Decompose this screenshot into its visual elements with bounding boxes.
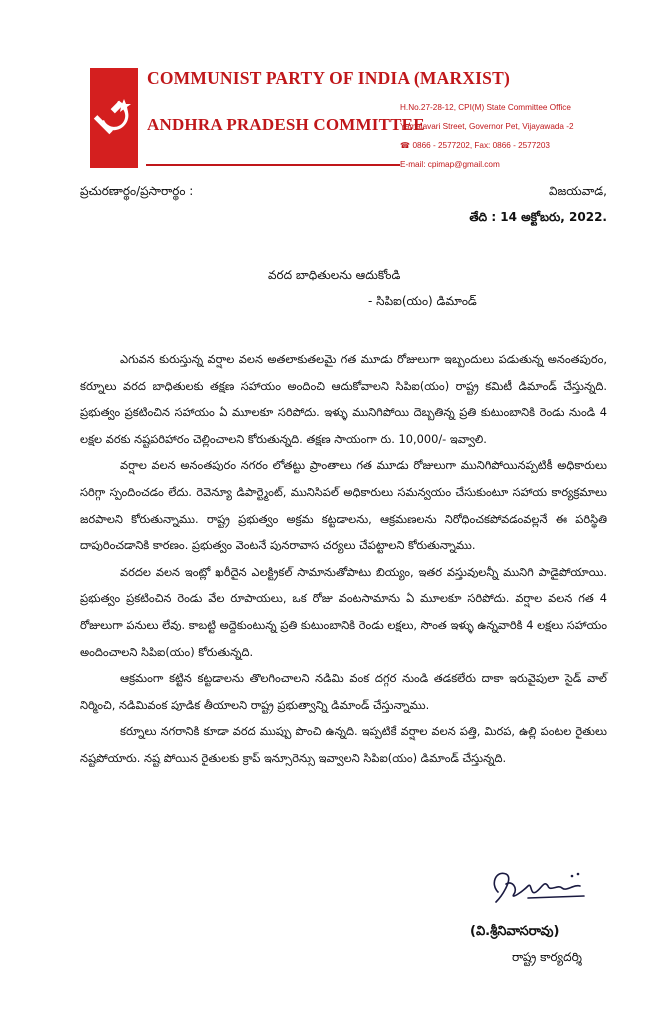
paragraph: కర్నూలు నగరానికి కూడా వరద ముప్పు పొంచి ఉన్నది. ఇప్పటికే వర్షాల వలన పత్తి, మిరప, ఉల్లి పంటల రైతులు నష్టపోయారు. నష్ట పోయిన రైతులకు క్రాప్ ఇన్సూరెన్సు ఇవ్వాలని సిపిఐ(యం) డిమాండ్ చేస్తున్నది.: [80, 724, 607, 765]
subject-title: వరద బాధితులను ఆదుకోండి: [268, 268, 401, 282]
paragraph: వరదల వలన ఇంట్లో ఖరీదైన ఎలక్ట్రికల్ సామానుతోపాటు బియ్యం, ఇతర వస్తువులన్నీ మునిగి పాడైపోయాయి. ప్రభుత్వం ప్రకటించిన రెండు వేల రూపాయలు, ఒక రోజు వంటసామాను ఏ మూలకూ సరిపోదు. వర్షాల వలన గత 4 రోజులుగా పనులు లేవు. కాబట్టి అద్దెకుంటున్న ప్రతి కుటుంబానికి రెండు లక్షలు, సొంత ఇళ్ళు ఉన్నవారికి 4 లక్షలు సహాయం అందించాలని సిపిఐ(యం) కోరుతున్నది.: [80, 564, 607, 659]
letterhead: [90, 68, 610, 168]
party-name: COMMUNIST PARTY OF INDIA (MARXIST): [147, 68, 510, 88]
signatory-name: (వి.శ్రీనివాసరావు): [470, 924, 560, 939]
paragraph: వర్షాల వలన అనంతపురం నగరం లోతట్టు ప్రాంతాలు గత మూడు రోజులుగా మునిగిపోయినప్పటికీ అధికారులు సరిగ్గా స్పందించడం లేదు. రెవెన్యూ డిపార్ట్మెంట్, మునిసిపల్ అధికారులు సమన్వయం చేసుకుంటూ సహాయ కార్యక్రమాలు జరపాలని కోరుతున్నాము. రాష్ట్ర ప్రభుత్వం అక్రమ కట్టడాలను, ఆక్రమణలను నిరోధించకపోవడంవల్లనే ఈ పరిస్థితి దాపురించడానికి కారణం. ప్రభుత్వం వెంటనే పునరావాస చర్యలు చేపట్టాలని కోరుతున్నాము.: [80, 458, 607, 553]
subject-attribution: - సిపిఐ(యం) డిమాండ్: [368, 294, 477, 308]
paragraph: ఎగువన కురుస్తున్న వర్షాల వలన అతలాకుతలమై గత మూడు రోజులుగా ఇబ్బందులు పడుతున్న అనంతపురం, కర్నూలు వరద బాధితులకు తక్షణ సహాయం అందించి ఆదుకోవాలని సిపిఐ(యం) రాష్ట్ర కమిటీ డిమాండ్ చేస్తున్నది. ప్రభుత్వం ప్రకటించిన సహాయం ఏ మూలకూ సరిపోదు. ఇళ్ళు మునిగిపోయి దెబ్బతిన్న ప్రతి కుటుంబానికి రెండు నుండి 4 లక్షల వరకు నష్టపరిహారం చెల్లించాలని కోరుతున్నది. తక్షణ సాయంగా రు. 10,000/- ఇవ్వాలి.: [80, 352, 607, 446]
letter-body: [80, 346, 607, 772]
contact-block: [400, 98, 620, 174]
email: E-mail: cpimap@gmail.com: [400, 160, 500, 169]
hammer-sickle-icon: [93, 96, 135, 138]
signatory-designation: రాష్ట్ర కార్యదర్శి: [512, 950, 582, 964]
reference-label: ప్రచురణార్థం/ప్రసారార్థం :: [80, 184, 194, 198]
place: విజయవాడ,: [548, 184, 607, 198]
party-emblem: [90, 68, 138, 168]
phone-fax: ☎ 0866 - 2577202, Fax: 0866 - 2577203: [400, 141, 550, 150]
date: తేది : 14 అక్టోబరు, 2022.: [469, 210, 607, 224]
paragraph: ఆక్రమంగా కట్టిన కట్టడాలను తొలగించాలని నడిమి వంక దగ్గర నుండి తడకలేరు దాకా ఇరువైపులా సైడ్ వాల్ నిర్మించి, నడిమివంక పూడిక తీయాలని రాష్ట్ర ప్రభుత్వాన్ని డిమాండ్ చేస్తున్నాము.: [80, 671, 607, 712]
address-line-1: H.No.27-28-12, CPI(M) State Committee Office: [400, 103, 571, 112]
letterhead-divider: [146, 164, 400, 166]
handwritten-signature-icon: [488, 862, 593, 914]
address-line-2: Yamalavari Street, Governor Pet, Vijayawada -2: [400, 122, 574, 131]
committee-name: ANDHRA PRADESH COMMITTEE: [147, 115, 425, 134]
